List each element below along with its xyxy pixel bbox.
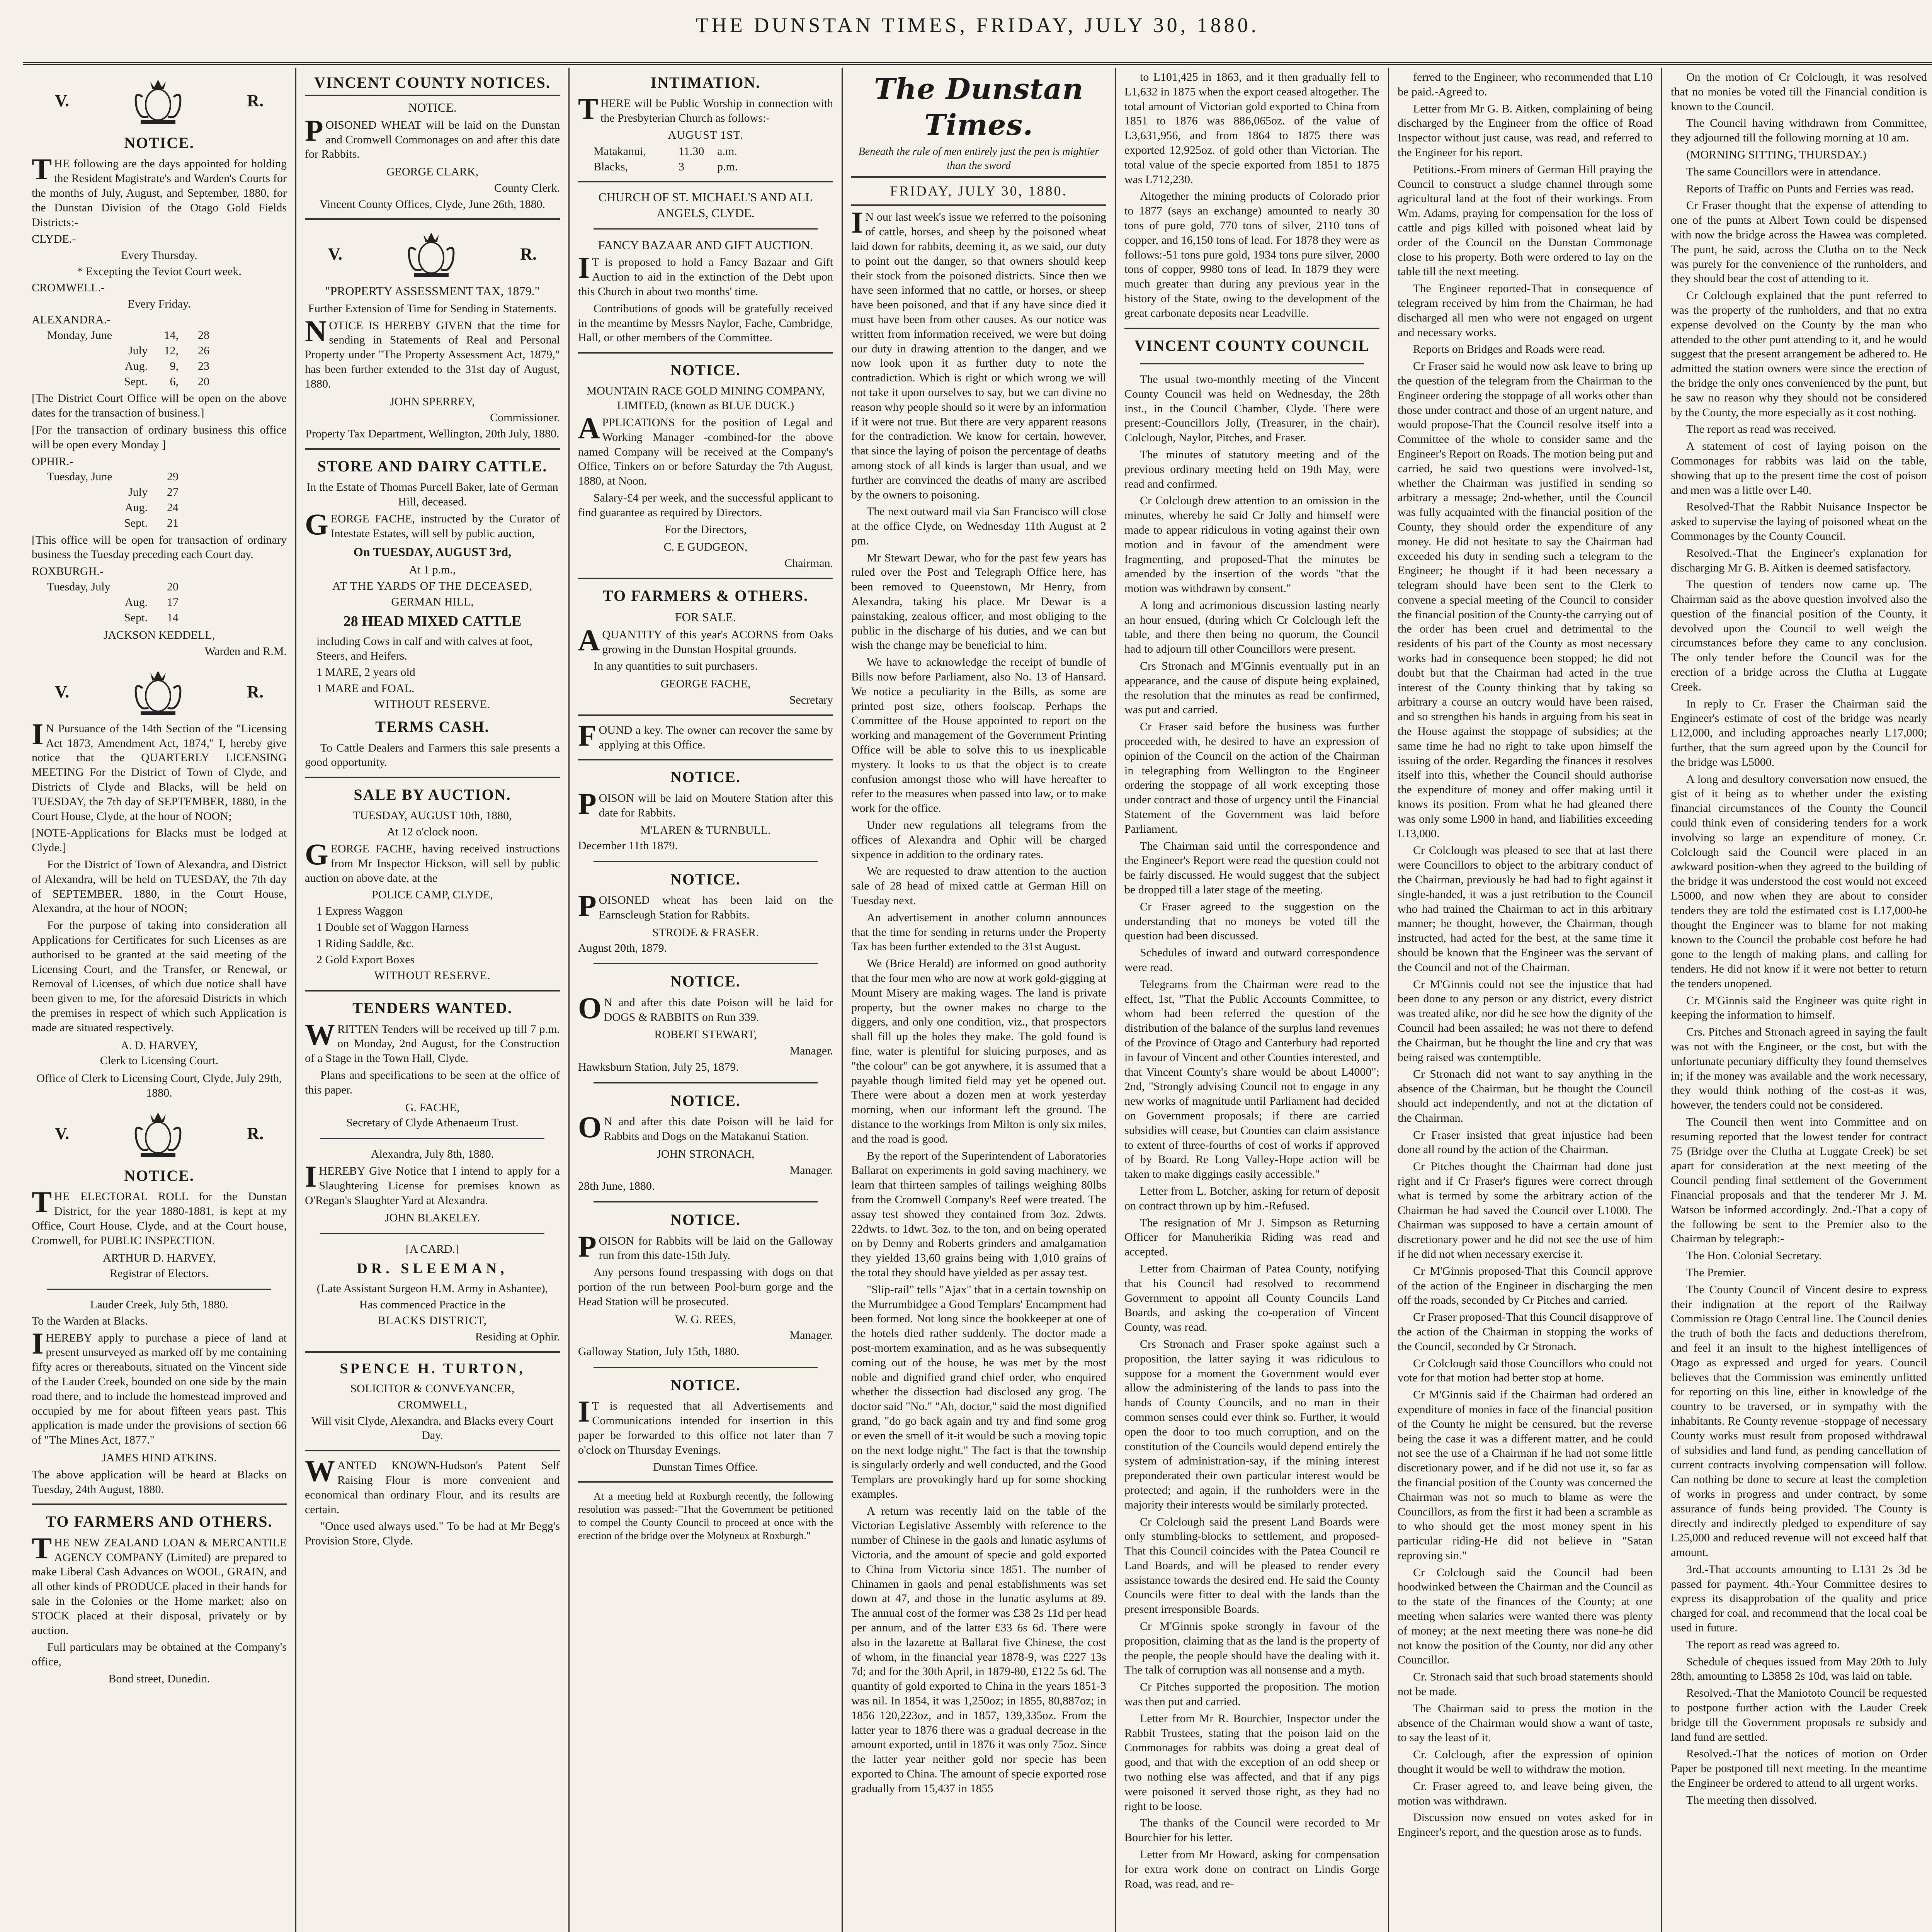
signature-date: Hawksburn Station, July 25, 1879. [578, 1061, 739, 1074]
auction-time: At 12 o'clock noon. [387, 825, 478, 838]
divider [594, 1082, 818, 1083]
paragraph: Altogether the mining products of Colorado prior to 1877 (says an exchange) amounted to nearly 30 tons of pure gold, 770 tons of silver, 2110 tons of copper, and 16,150 tons of lead. For 1878 they were as follows:-51 tons pure gold, 1934 tons pure silver, 2000 tons of copper, 9980 tons of lead. In 1879 they were much greater than during any previous year in the history of the State, owing to the development of the great carbonate deposits near Leadville. [1124, 190, 1379, 320]
licensing-note: [NOTE-Applications for Blacks must be lodged at Clyde.] [32, 827, 287, 854]
divider [32, 1503, 287, 1505]
licensing-notice: For the purpose of taking into consideration all Applications for Certificates for such Licenses as are authorised to be granted at the said meeting of the Licensing Court, and the Transfer, or Renewal, or Removal of Licenses, of which due notice shall have been given to me, for the aforesaid Districts in which the premises in respect of which such Application is made are situated respectively. [32, 919, 287, 1034]
hearing-note: The above application will be heard at Blacks on Tuesday, 24th August, 1880. [32, 1468, 287, 1496]
paragraph: Under new regulations all telegrams from the offices of Alexandra and Ophir will be charged sixpence in addition to the ordinary rates. [851, 819, 1106, 861]
signature-title: Secretary of Clyde Athenaeum Trust. [346, 1116, 519, 1129]
loan-agency-advert: Full particulars may be obtained at the Company's office, [32, 1641, 287, 1668]
paragraph: Cr. Stronach said that such broad statements should not be made. [1398, 1670, 1653, 1698]
paragraph: The meeting then dissolved. [1686, 1793, 1817, 1806]
mining-notice: Salary-£4 per week, and the successful applicant to find guarantee as required by Directors. [578, 492, 833, 519]
paragraph: Cr Fraser said he would now ask leave to bring up the question of the telegram from the Chairman to the Engineer ordering the stoppage of all works other than those under contract and those of an urgent nature, and would propose-That the Council resolve itself into a Committee of the whole to consider same and the Engineer's Report on Roads. The motion being put and carried, he said two questions were involved-1st, whether the Chairman was justified in sending so arbitrary a message; 2nd-whether, until the Council was fully acquainted with the financial position of the County, they should order the expenditure of any money. He did not hesitate to say the Chairman had exceeded his duty in sending such a telegram to the Engineer; he thought if it had been necessary a telegram should have been sent to the Clerk to convene a special meeting of the Council to consider the financial position of the County-the carrying out of the order has been cruel and detrimental to the residents of his part of the County as most necessary works had in consequence been stopped; he did not doubt but that the Chairman had acted in the true interest of the County thinking that by taking so arbitrary a course an outcry would have been raised, and so strengthen his hands in arguing from his seat in the House against the stoppage of subsidies; at the same time he had no right to take upon himself the issuing of the order. Regarding the finances it resolves itself into this, whether the Council should authorise the expenditure of money and offer making until it knows its position. From what he had gleaned there was only some L900 in hand, and liabilities exceeding L13,000. [1398, 360, 1653, 840]
divider [305, 1351, 560, 1353]
signature-title: Chairman. [784, 557, 833, 570]
paragraph: The report as read was agreed to. [1686, 1638, 1840, 1651]
paragraph: Crs Stronach and Fraser spoke against such a proposition, the latter saying it was ridiculous to suppose for a moment the Government would ever allow the administering of the lands to pass into the hands of County Councils, and no man in their common senses could ever think so. Further, it would open the door to too much corruption, and on the constitution of the Councils would depend entirely the system of administration-say, if the mining interest preponderated their own particular interest would be protected; and again, if the runholders were in the majority their interests would be similarly protected. [1124, 1337, 1379, 1511]
notice-subheading: Further Extension of Time for Sending in Statements. [308, 302, 557, 315]
notice-heading: NOTICE. [670, 973, 741, 990]
worship-row: Blacks, 3 p.m. [594, 160, 738, 173]
royal-arms [55, 74, 264, 128]
bazaar-notice: Contributions of goods will be gratefully received in the meantime by Messrs Naylor, Fache, Cambridge, Hall, or other members of the Committee. [578, 302, 833, 344]
worship-date: AUGUST 1ST. [668, 128, 743, 141]
issue-date: FRIDAY, JULY 30, 1880. [851, 176, 1106, 206]
advertising-notice: IT is requested that all Advertisements and Communications intended for insertion in this paper be forwarded to this office not later than 7 o'clock on Thursday Evenings. [578, 1395, 833, 1456]
signature-title: County Clerk. [494, 181, 560, 194]
dateline: Alexandra, July 8th, 1880. [371, 1148, 494, 1161]
paragraph: The Engineer reported-That in consequence of telegram received by him from the Chairman, he had discharged all men who were not engaged on urgent and necessary works. [1398, 282, 1653, 339]
solicitor-title: SOLICITOR & CONVEYANCER, [350, 1382, 515, 1395]
signature-name: W. G. REES, [675, 1313, 736, 1326]
auction-time: At 1 p.m., [409, 563, 456, 576]
paragraph: Telegrams from the Chairman were read to the effect, 1st, "That the Public Accounts Committee, to whom had been referred the question of the distribution of the balance of the surplus land revenues of the Province of Otago and Canterbury had reported in favour of Vincent and other Counties interested, and that Vincent County's share would be about L4000"; 2nd, "Strongly advising Council not to engage in any new works of magnitude until Parliament had decided on Government proposals; if there are carried subsidies will cease, but Counties can claim assistance to extent of three-fourths of cost of works if approved of by Board. Re Long Valley-Hope action will be taken to make diggings easily accessible." [1124, 978, 1379, 1181]
license-notice: IHEREBY Give Notice that I intend to apply for a Slaughtering License for premises known as O'Regan's Slaughter Yard at Alexandra. [305, 1160, 560, 1207]
ophir-heading: OPHIR.- [32, 455, 73, 468]
auction-place: AT THE YARDS OF THE DECEASED, [332, 579, 532, 592]
poison-notice: POISON will be laid on Moutere Station after this date for Rabbits. [578, 786, 833, 820]
estate-line: In the Estate of Thomas Purcell Baker, late of German Hill, deceased. [306, 481, 558, 509]
paragraph: Resolved.-That the Maniototo Council be requested to postpone further action with the Lauder Creek bridge till the Government proposals re subsidy and land fund are settled. [1671, 1687, 1927, 1743]
newspaper-motto: Beneath the rule of men entirely just the pen is mightier than the sword [858, 146, 1099, 172]
paragraph: The Chairman said to press the motion in the absence of the Chairman would show a want of taste, to say the least of it. [1398, 1702, 1653, 1744]
bazaar-notice: IT is proposed to hold a Fancy Bazaar and Gift Auction to aid in the extinction of the Debt upon this Church in about two months' time. [578, 251, 833, 298]
doctor-residence: Residing at Ophir. [475, 1330, 560, 1344]
divider [594, 228, 818, 230]
council-heading: VINCENT COUNTY COUNCIL [1134, 337, 1370, 354]
paragraph: We are requested to draw attention to the auction sale of 28 head of mixed cattle at German Hill on Tuesday next. [851, 865, 1106, 907]
paragraph: A long and acrimonious discussion lasting nearly an hour ensued, (during which Cr Colclough left the table, and there then being no quorum, the Council had to adjourn till other Councillors were present. [1124, 599, 1379, 656]
roxburgh-date-row: Tuesday, July 20 [47, 580, 179, 593]
roxburgh-resolution: At a meeting held at Roxburgh recently, the following resolution was passed:-"That the Government be petitioned to compel the County Council to proceed at once with the erection of the bridge over the Molyneux at Roxburgh." [578, 1490, 833, 1542]
licensing-notice: IN Pursuance of the 14th Section of the "Licensing Act 1873, Amendment Act, 1874," I, hereby give notice that the QUARTERLY LICENSING MEETING For the District of Town of Clyde, and Districts of Clyde and Blacks, will be held on TUESDAY, the 7th day of SEPTEMBER, 1880, in the Court House, Clyde, at the hour of NOON; [32, 717, 287, 823]
signature-date: December 11th 1879. [578, 839, 678, 852]
divider [578, 714, 833, 716]
poison-notice: POISON for Rabbits will be laid on the Galloway run from this date-15th July. [578, 1229, 833, 1263]
paragraph: A long and desultory conversation now ensued, the gist of it being as to whether under the existing financial circumstances of the County the Council could think even of considering tenders for a work involving so large an expenditure of money. Cr. Colclough said the Council were placed in an awkward position-when they agreed to the building of the bridge it was understood the cost would not exceed L5000, and now when they are about to consider tenders they are told the estimated cost is L17,000-he thought the Engineer was to blame for not making known to the Council the probable cost before he had gone to the length of making plans, and calling for tenders. He did not know if it were not better to return the tenders unopened. [1671, 772, 1927, 990]
paragraph: Cr Fraser insisted that great injustice had been done all round by the action of the Chairman. [1398, 1128, 1653, 1156]
notice-heading: NOTICE. [670, 1092, 741, 1109]
signature-name: STRODE & FRASER. [652, 926, 759, 939]
council-report [1671, 70, 1927, 1808]
paragraph: The thanks of the Council were recorded to Mr Bourchier for his letter. [1124, 1816, 1379, 1844]
doctor-credentials: (Late Assistant Surgeon H.M. Army in Ashantee), [316, 1282, 548, 1295]
paragraph: A statement of cost of laying poison on the Commonages for rabbits was laid on the table, showing that up to the present time the cost of poison and men was a little over L40. [1671, 440, 1927, 497]
signature-name: GEORGE FACHE, [660, 677, 751, 690]
poison-notice: ON and after this date Poison will be laid for Rabbits and Dogs on the Matakanui Station. [578, 1110, 833, 1144]
divider [305, 448, 560, 450]
signature-title: Clerk to Licensing Court. [100, 1054, 219, 1067]
clyde-heading: CLYDE.- [32, 233, 76, 246]
paragraph: Cr Colclough said the Council had been hoodwinked between the Chairman and the Council as to the state of the finances of the County; at one meeting when salaries were wanted there was plenty of money; at the next meeting there was none-he did not know the position of the County, nor did any other Councillor. [1398, 1566, 1653, 1667]
signature-title: Secretary [789, 693, 833, 706]
divider [305, 777, 560, 778]
column-3 [570, 68, 843, 1932]
royal-crest-icon [125, 665, 191, 719]
signature-name: JAMES HIND ATKINS. [102, 1451, 217, 1464]
column-4 [843, 68, 1116, 1932]
notice-heading: NOTICE. [124, 1167, 194, 1184]
paragraph: Cr Fraser proposed-That this Council disapprove of the action of the Chairman in stopping the works of the Council, seconded by Cr Stronach. [1398, 1311, 1653, 1353]
signature-name: M'LAREN & TURNBULL. [640, 824, 771, 837]
worship-row: Matakanui, 11.30 a.m. [594, 145, 737, 158]
addressee: To the Warden at Blacks. [32, 1314, 148, 1327]
doctor-district: BLACKS DISTRICT, [378, 1314, 487, 1327]
paragraph: Letter from Mr G. B. Aitken, complaining of being discharged by the Engineer from the office of Road Inspector without just cause, was read, and referred to the Engineer for his report. [1398, 102, 1653, 159]
divider [47, 1289, 271, 1290]
paragraph: Crs Stronach and M'Ginnis eventually put in an appearance, and the cause of dispute being explained, the resolution that the minutes as read be confirmed, was put and carried. [1124, 660, 1379, 716]
auction-lot: 1 MARE, 2 years old [316, 665, 415, 679]
signature-name: JOHN STRONACH, [656, 1147, 755, 1160]
paragraph: We (Brice Herald) are informed on good authority that the four men who are now at work gold-gigging at Mount Misery are making wages. The land is private property, but the owner makes no charge to the diggers, and only one condition, viz., that prospectors shall fill up the holes they make. The gold found is fine, water is plentiful for sluicing purposes, and as "the colour" can be got anywhere, it is assumed that a payable though limited field may yet be opened out. There were about a dozen men at work yesterday morning, when our informant left the ground. The distance to the workings from Milton is only six miles, and the road is good. [851, 957, 1106, 1145]
royal-arms: V. R. [55, 1107, 264, 1161]
section-heading: TENDERS WANTED. [352, 999, 512, 1017]
divider [594, 1201, 818, 1202]
ophir-date-row: July 27 [128, 486, 179, 499]
company-heading: MOUNTAIN RACE GOLD MINING COMPANY, LIMITED, (known as BLUE DUCK.) [586, 384, 825, 412]
paragraph: Reports of Traffic on Punts and Ferries was read. [1686, 182, 1914, 195]
without-reserve: WITHOUT RESERVE. [374, 698, 491, 711]
paragraph: Schedule of cheques issued from May 20th to July 28th, amounting to L3858 2s 10d, was laid on table. [1671, 1655, 1927, 1683]
paragraph: Resolved.-That the notices of motion on Order Paper be postponed till next meeting. In the meantime the Engineer be ordered to attend to all urgent works. [1671, 1747, 1927, 1790]
paragraph: Cr Fraser said before the business was further proceeded with, he desired to have an expression of opinion of the Council on the action of the Chairman in telegraphing from Wellington to the Engineer ordering the stoppage of all work excepting those under contract and those of urgency until the Financial Statement of the Government was laid before Parliament. [1124, 720, 1379, 835]
signature-name: JOHN BLAKELEY. [384, 1211, 480, 1225]
auction-lot: 28 HEAD MIXED CATTLE [343, 613, 522, 630]
divider [594, 861, 818, 862]
notice-heading: "PROPERTY ASSESSMENT TAX, 1879." [325, 284, 540, 298]
signature-title: Registrar of Electors. [110, 1267, 209, 1280]
paragraph: Cr Pitches thought the Chairman had done just right and if Cr Fraser's figures were correct through what is termed by some the arbitrary action of the Chairman he had saved the Council over L1000. The Chairman was supposed to have a certain amount of discretionary power and he did not see the use of him if he did not when necessary exercise it. [1398, 1160, 1653, 1260]
masthead [23, 4, 1932, 65]
paragraph: Letter from Mr R. Bourchier, Inspector under the Rabbit Trustees, stating that the poison laid on the Commonages for rabbits was doing a great deal of good, and that with the exception of an odd sheep or two nothing else was affected, and that if any pigs were poisoned it served those right, as they had no right to be loose. [1124, 1712, 1379, 1813]
notice-heading: NOTICE. [670, 361, 741, 379]
paragraph: The report as read was received. [1686, 423, 1837, 436]
divider [578, 1481, 833, 1483]
notice-heading: NOTICE. [408, 100, 457, 115]
alexandra-note: [The District Court Office will be open on the above dates for the transaction of business.] [32, 392, 287, 420]
signature-name: C. E GUDGEON, [663, 541, 748, 554]
paragraph: Resolved.-That the Engineer's explanation for discharging Mr G. B. Aitken is deemed satisfactory. [1671, 546, 1927, 574]
bazaar-heading: FANCY BAZAAR AND GIFT AUCTION. [598, 238, 813, 252]
column-5 [1116, 68, 1389, 1932]
clyde-note: * Excepting the Teviot Court week. [77, 265, 242, 278]
paragraph: Cr M'Ginnis proposed-That this Council approve of the action of the Engineer in discharging the men off the roads, seconded by Cr Pitches and carried. [1398, 1264, 1653, 1307]
signature-office: Vincent County Offices, Clyde, June 26th, 1880. [319, 197, 546, 211]
divider [305, 990, 560, 992]
paragraph: Cr Colclough drew attention to an omission in the minutes, whereby he said Cr Jolly and himself were made to appear ridiculous in voting against their own motion and in favour of the amendment were fragmenting, and proposed-That the minutes be amended by the insertion of the words "that the motion was withdrawn by consent." [1124, 494, 1379, 595]
newspaper-nameplate: The Dunstan Times. [874, 73, 1084, 142]
tenders-notice: WRITTEN Tenders will be received up till 7 p.m. on Monday, 2nd August, for the Construction of a Stage in the Town Hall, Clyde. [305, 1017, 560, 1065]
auction-notice: GEORGE FACHE, instructed by the Curator of Intestate Estates, will sell by public auction, [305, 507, 560, 541]
paragraph: Cr Colclough was pleased to see that at last there were Councillors to object to the arbitrary conduct of the Chairman, previously he had had to fight against it single-handed, it was a just retribution to the Council who had trained the Chairman to act in this arbitrary manner; he thought, however, the Chairman, though instructed, had acted for the best, at the same time it should be known that the Engineer was the servant of the Council and not of the Chairman. [1398, 844, 1653, 974]
auction-note: To Cattle Dealers and Farmers this sale presents a good opportunity. [305, 741, 560, 769]
signature-title: Manager. [789, 1329, 833, 1342]
paragraph: ferred to the Engineer, who recommended that L10 be paid.-Agreed to. [1398, 71, 1653, 98]
paragraph: Cr Colclough said the present Land Boards were only stumbling-blocks to settlement, and proposed-That this Council coincides with the Patea Council re Land Boards, and will be pleased to render every assistance towards the desired end. He said the County Councils were fitter to deal with the lands than the present irresponsible Boards. [1124, 1515, 1379, 1616]
paragraph: Petitions.-From miners of German Hill praying the Council to construct a sludge channel through some agricultural land at the foot of their workings. From Wm. Adams, praying for compensation for the loss of cattle and pigs killed with poisoned wheat laid by order of the Council on the Dunstan Commonage close to his property. Both were ordered to lay on the table till the next meeting. [1398, 163, 1653, 278]
auction-lot: 2 Gold Export Boxes [316, 953, 415, 966]
divider [305, 218, 560, 220]
signature-title: Warden and R.M. [204, 645, 287, 658]
paragraph: An advertisement in another column announces that the time for sending in returns under the Property Tax has been further extended to the 31st August. [851, 911, 1106, 953]
flour-advert: WANTED KNOWN-Hudson's Patent Self Raising Flour is more convenient and economical than ordinary Flour, and its results are certain. [305, 1454, 560, 1516]
signature-name: JACKSON KEDDELL, [103, 629, 215, 642]
poison-notice: Any persons found trespassing with dogs on that portion of the run between Pool-burn gorge and the Head Station will be prosecuted. [578, 1266, 833, 1308]
section-heading: INTIMATION. [650, 74, 761, 91]
section-heading: VINCENT COUNTY NOTICES. [305, 73, 560, 96]
poison-notice: POISONED WHEAT will be laid on the Dunstan and Cromwell Commonages on and after this date for Rabbits. [305, 113, 560, 161]
section-heading: TO FARMERS AND OTHERS. [46, 1513, 273, 1531]
property-tax-notice: NOTICE IS HEREBY GIVEN that the time for sending in Statements of Real and Personal Property under "The Property Assessment Act, 1879," has been further extended to the 31st day of August, 1880. [305, 314, 560, 390]
paragraph: The Hon. Colonial Secretary. [1686, 1249, 1822, 1262]
divider [578, 578, 833, 579]
paragraph: The County Council of Vincent desire to express their indignation at the report of the Railway Commission re Otago Central line. The Council denies the truth of both the facts and deductions therefrom, and feel it an insult to the highest intelligences of Otago as expressed and urged for years. Council believes that the Commission was eminently unfitted for reporting on this line, either in knowledge of the country to be traversed, or in sympathy with the inhabitants. Re County revenue -stoppage of necessary County works must result from proposed withdrawal of subsidies and land fund, as pending cancellation of current contracts involving compensation will follow. Can nothing be done to secure at least the completion of works in progress and under contract, by some assurance of funds being provided. The County is directly and indirectly pledged to expenditure of say L25,000 and reduced revenue will not exceed half that amount. [1671, 1283, 1927, 1559]
solicitor-name: SPENCE H. TURTON, [340, 1361, 525, 1377]
card-heading: [A CARD.] [405, 1243, 459, 1256]
paragraph: The resignation of Mr J. Simpson as Returning Officer for Manuherikia Riding was read and accepted. [1124, 1216, 1379, 1259]
acorns-advert: In any quantities to suit purchasers. [594, 660, 758, 673]
paragraph: The usual two-monthly meeting of the Vincent County Council was held on Wednesday, the 28th inst., in the Council Chamber, Clyde. There were present:-Councillors Jolly, (Treasurer, in the chair), Colclough, Naylor, Pitches, and Fraser. [1124, 372, 1379, 444]
notice-intro: THE following are the days appointed for holding the Resident Magistrate's and Warden's Courts for the months of July, August, and September, 1880, for the Dunstan Division of the Otago Gold Fields Districts:- [32, 152, 287, 229]
auction-date: TUESDAY, AUGUST 10th, 1880, [353, 809, 512, 822]
for-directors: For the Directors, [664, 523, 747, 536]
section-heading: STORE AND DAIRY CATTLE. [317, 457, 548, 475]
council-report [1124, 372, 1379, 1891]
notice-heading: NOTICE. [670, 1376, 741, 1394]
paragraph: Crs. Pitches and Stronach agreed in saying the fault was not with the Engineer, or the cost, but with the unfortunate pecuniary difficulty they found themselves in; if the money was available and the work necessary, they would think nothing of the cost-as it was, however, the tenders could not be considered. [1671, 1026, 1927, 1112]
auction-lot-desc: including Cows in calf and with calves at foot, Steers, and Heifers. [316, 635, 533, 662]
paragraph: The Chairman said until the correspondence and the Engineer's Report were read the question could not be fairly discussed. He would suggest that the subject be dropped till a later stage of the meeting. [1124, 839, 1379, 896]
signature-name: GEORGE CLARK, [386, 165, 479, 179]
alexandra-heading: ALEXANDRA.- [32, 313, 111, 327]
paragraph: We have to acknowledge the receipt of bundle of Bills now before Parliament, also No. 13 of Hansard. We notice a peculiarity in the Bills, as some are printed post size, others foolscap. Perhaps the Committee of the House appointed to report on the working and management of the Government Printing Office will be able to solve this to us inexplicable mystery. It looks to us that the object is to create confusion amongst those who will have hereafter to refer to the measures when passed into law, or to make work for the office. [851, 656, 1106, 815]
paragraph: By the report of the Superintendent of Laboratories Ballarat on experiments in gold saving machinery, we learn that thirteen samples of tailings weighing 80lbs from the Cromwell Company's Reef were treated. The assay test showed they contained from 3oz. 2dwts. 22dwts. to 1dwt. 3oz. to the ton, and on being operated on by Denny and Roberts grinders and amalgamation they yielded 13,60 grains being with 1,010 grains of the total they should have yielded as per assay test. [851, 1149, 1106, 1279]
signature-name: G. FACHE, [405, 1101, 460, 1114]
vr-right: R. [247, 91, 264, 111]
worship-notice: THERE will be Public Worship in connection with the Presbyterian Church as follows:- [578, 92, 833, 126]
roxburgh-date-row: Aug. 17 [124, 595, 179, 609]
auction-lot: 1 Riding Saddle, &c. [316, 937, 414, 950]
paragraph: Schedules of inward and outward correspondence were read. [1124, 946, 1379, 974]
paragraph: Cr Pitches supported the proposition. The motion was then put and carried. [1124, 1680, 1379, 1708]
royal-crest-icon [125, 74, 191, 128]
office-name: Dunstan Times Office. [653, 1460, 758, 1473]
paragraph: The Council then went into Committee and on resuming reported that the lowest tender for contract 75 (Bridge over the Clutha at Luggate Creek) be set apart for consideration at the next meeting of the Council pending final settlement of the Government Financial proposals and that the tenderer Mr J. M. Watson be informed accordingly. 2nd.-That a copy of the following be sent to the Premier also to the Chairman by telegraph:- [1671, 1115, 1927, 1245]
paragraph: The Council having withdrawn from Committee, they adjourned till the following morning at 10 am. [1671, 117, 1927, 145]
for-sale-heading: FOR SALE. [675, 610, 736, 624]
signature-office: Office of Clerk to Licensing Court, Clyde, July 29th, 1880. [36, 1072, 282, 1100]
divider [594, 963, 818, 964]
auction-notice: GEORGE FACHE, having received instructions from Mr Inspector Hickson, will sell by public auction on above date, at the [305, 837, 560, 884]
section-heading: SALE BY AUCTION. [354, 786, 511, 804]
paragraph: Letter from Mr Howard, asking for compensation for extra work done on contract on Lindis Gorge Road, was read, and re- [1124, 1848, 1379, 1890]
signature-name: ROBERT STEWART, [654, 1028, 757, 1041]
roxburgh-date-row: Sept. 14 [124, 611, 179, 624]
signature-title: Manager. [789, 1163, 833, 1177]
auction-place: GERMAN HILL, [391, 595, 474, 609]
cromwell-line: Every Friday. [128, 297, 191, 310]
editorial-body [851, 206, 1106, 1796]
paragraph: Discussion now ensued on votes asked for in Engineer's report, and the question arose as to funds. [1398, 1811, 1653, 1839]
columns [23, 68, 1932, 1932]
paragraph: The Premier. [1686, 1266, 1746, 1279]
column-6 [1389, 68, 1662, 1932]
auction-date: On TUESDAY, AUGUST 3rd, [353, 544, 512, 559]
roxburgh-heading: ROXBURGH.- [32, 565, 104, 578]
royal-arms: V. R. [328, 227, 537, 281]
electoral-notice: THE ELECTORAL ROLL for the Dunstan District, for the year 1880-1881, is kept at my Office, Court House, Clyde, and at the Court house, Cromwell, for PUBLIC INSPECTION. [32, 1185, 287, 1247]
ophir-date-row: Tuesday, June 29 [47, 470, 179, 483]
paragraph: Cr Colclough said those Councillors who could not vote for that motion had better stop at home. [1398, 1357, 1653, 1384]
paragraph: Cr Stronach did not want to say anything in the absence of the Chairman, but he thought the Council should act independently, and not at the dictation of the Chairman. [1398, 1068, 1653, 1124]
clyde-line: Every Thursday. [121, 249, 197, 262]
masthead-title: THE DUNSTAN TIMES, FRIDAY, JULY 30, 1880. [696, 14, 1260, 37]
paragraph: Cr. Colclough, after the expression of opinion thought it would be well to withdraw the motion. [1398, 1748, 1653, 1776]
solicitor-text: Will visit Clyde, Alexandra, and Blacks every Court Day. [311, 1414, 554, 1442]
paragraph: Reports on Bridges and Roads were read. [1413, 343, 1605, 356]
paragraph: The next outward mail via San Francisco will close at the office Clyde, on Wednesday 11th August at 2 pm. [851, 505, 1106, 547]
auction-lot: 1 Double set of Waggon Harness [316, 921, 469, 934]
doctor-text: Has commenced Practice in the [359, 1298, 506, 1311]
licensing-notice: For the District of Town of Alexandra, and District of Alexandra, will be held on TUESDAY, the 7th day of SEPTEMBER, 1880, in the Court House, Alexandra, at the hour of NOON; [32, 858, 287, 915]
vr-left: V. [55, 91, 70, 111]
signature-name: JOHN SPERREY, [390, 395, 475, 408]
divider [578, 759, 833, 760]
paragraph: In reply to Cr. Fraser the Chairman said the Engineer's estimate of cost of the bridge was nearly L12,000, and including approaches nearly L17,000; further, that the sum agreed upon by the Council for the bridge was L5000. [1671, 697, 1927, 769]
column-7 [1662, 68, 1932, 1932]
paragraph: "Slip-rail" tells "Ajax" that in a certain township on the Murrumbidgee a Good Templars' Encampment had been formed. Not long since the bookkeeper at one of the hotels died rather suddenly. The doctor made a post-mortem examination, and as he was subsequently coming out of the house, he was met by the most noble and dignified grand chief order, who enquired whether the dissection had disclosed any grog. The doctor said "No." "Ah, doctor," said the most dignified grand, "do go back again and try and find some grog or even the smell of it-it would be such a moving topic on the next lodge night." The fact is that the township is singularly orderly and well conducted, and the Good Templars are provokingly hard up for some shocking examples. [851, 1283, 1106, 1500]
section-heading: TERMS CASH. [375, 718, 490, 736]
auction-lot: 1 Express Waggon [316, 905, 403, 918]
column-2 [296, 68, 570, 1932]
signature-name: ARTHUR D. HARVEY, [103, 1252, 216, 1265]
council-report [1398, 70, 1653, 1840]
paragraph: 3rd.-That accounts amounting to L131 2s 3d be passed for payment. 4th.-Your Committee desires to express its disapprobation of the quality and price charged for coal, and recommend that the local coal be used in future. [1671, 1563, 1927, 1634]
paragraph: IN our last week's issue we referred to the poisoning of cattle, horses, and sheep by the poisoned wheat laid down for rabbits, deeming it, as we said, our duty to point out the danger, so that owners should keep their stock from the poisoned districts. Since then we have seen informed that no cattle, or horses, or sheep have been poisoned, and that if any have since died it must have been from other causes. As our notice was written from information received, we were but doing our duty in drawing attention to the danger, and we now look upon it as further duty to note the contradiction. Which is right or which wrong we will not take it upon ourselves to say, but we can divine no reason why people should so it were by an information if it were not true. But there are very apparent reasons for the contradiction. We know for certain, however, that since the laying of poison the percentage of deaths among stock of all kinds is larger than usual, and we further are convinced the deaths of many are ascribed by the owners to poisoning. [851, 206, 1106, 501]
royal-crest-icon [125, 1107, 191, 1161]
loan-agency-advert: THE NEW ZEALAND LOAN & MERCANTILE AGENCY COMPANY (Limited) are prepared to make Liberal Cash Advances on WOOL, GRAIN, and all other kinds of PRODUCE placed in their hands for sale in the Colonies or the Home market; also on STOCK placed at their disposal, privately or by auction. [32, 1531, 287, 1637]
alexandra-date-row: Aug. 9, 23 [124, 359, 209, 372]
address: Bond street, Dunedin. [108, 1672, 210, 1685]
divider [1140, 363, 1364, 364]
paragraph: Cr M'Ginnis spoke strongly in favour of the proposition, claiming that as the land is the property of the people, the people should have the dealing with it. The talk of corruption was all nonsense and a myth. [1124, 1620, 1379, 1677]
notice-heading: NOTICE. [670, 1211, 741, 1229]
divider [578, 352, 833, 354]
alexandra-date-row: July 12, 26 [128, 344, 209, 357]
paragraph: Letter from Chairman of Patea County, notifying that his Council had resolved to recommend Government to appoint all County Councils Land Boards, and asking the co-operation of Vincent County, was read. [1124, 1262, 1379, 1334]
royal-arms: V. R. [55, 665, 264, 719]
notice-heading: NOTICE. [670, 768, 741, 786]
notice-heading: NOTICE. [124, 134, 194, 151]
paragraph: The minutes of statutory meeting and of the previous ordinary meeting held on 19th May, were read and confirmed. [1124, 448, 1379, 490]
signature-title: Commissioner. [490, 411, 560, 424]
signature-title: Manager. [789, 1044, 833, 1058]
solicitor-town: CROMWELL, [398, 1398, 467, 1411]
paragraph: Cr. Fraser agreed to, and leave being given, the motion was withdrawn. [1398, 1779, 1653, 1807]
divider [320, 1233, 544, 1234]
dateline: Lauder Creek, July 5th, 1880. [90, 1298, 228, 1311]
article-body [1124, 70, 1379, 321]
found-notice: FOUND a key. The owner can recover the same by applying at this Office. [578, 718, 833, 752]
signature-date: August 20th, 1879. [578, 941, 667, 954]
divider [594, 1367, 818, 1368]
paragraph: Cr Colclough explained that the punt referred to was the property of the runholders, and that no extra expense devolved on the County by the man who attended to the other punt attending to it, and he would suggest that the present arrangement be adhered to. He admitted the station owners were since the erection of the bridge the only ones convenienced by the punt, but he saw no reason why they should not be considered by the County, the more especially as it cost nothing. [1671, 289, 1927, 419]
signature-name: A. D. HARVEY, [121, 1039, 198, 1052]
paragraph: (MORNING SITTING, THURSDAY.) [1686, 148, 1867, 161]
alexandra-date-row: Monday, June 14, 28 [47, 329, 209, 342]
paragraph: On the motion of Cr Colclough, it was resolved that no monies be voted till the Financial condition is known to the Council. [1671, 71, 1927, 113]
paragraph: Letter from L. Botcher, asking for return of deposit on contract thrown up by him.-Refused. [1124, 1184, 1379, 1212]
land-application: IHEREBY apply to purchase a piece of land at present unsurveyed as marked off by me containing fifty acres or thereabouts, situated on the Vincent side of the Lauder Creek, bounded on one side by the main road there, and to include the homestead improved and occupied by me for about fifteen years past. This application is made under the provisions of section 66 of "The Mines Act, 1877." [32, 1326, 287, 1447]
divider [320, 1138, 544, 1139]
auction-place: POLICE CAMP, CLYDE, [372, 888, 493, 901]
flour-advert: "Once used always used." To be had at Mr Begg's Provision Store, Clyde. [305, 1520, 560, 1548]
ophir-date-row: Sept. 21 [124, 516, 179, 529]
section-heading: TO FARMERS & OTHERS. [603, 587, 808, 605]
alexandra-date-row: Sept. 6, 20 [124, 375, 209, 388]
paragraph: Cr M'Ginnis could not see the injustice that had been done to any person or any district, every district was treated alike, nor did he see how the dignity of the Council had been assailed; he was not there to defend the Chairman, but he thought the line and cry that was being raised was contemptible. [1398, 978, 1653, 1064]
paragraph: Cr. M'Ginnis said the Engineer was quite right in keeping the information to himself. [1671, 994, 1927, 1022]
ophir-date-row: Aug. 24 [124, 501, 179, 514]
doctor-name: DR. SLEEMAN, [357, 1260, 508, 1277]
paragraph: A return was recently laid on the table of the Victorian Legislative Assembly with reference to the number of Chinese in the gaols and lunatic asylums of Victoria, and the amount of specie and gold exported to China from Victoria since 1851. The number of Chinamen in gaols and penal establishments was set down at 47, and those in the lunatic asylums at 89. The annual cost of the former was £38 2s 11d per head per annum, and of the latter £33 6s 6d. There were also in the lazarette at Ballarat five Chinese, the cost of whom, in the financial year 1878-9, was £227 13s 7d; and for the 30th April, in 1879-80, £122 5s 6d. The quantity of gold exported to China in the years 1851-3 was nil. In 1854, it was 1,250oz; in 1855, 80,887oz; in 1856 120,223oz, and in 1857, 139,335oz. From the latter year to 1876 there was a gradual decrease in the amount exported, until in 1876 it was only 75oz. Since the latter year neither gold nor specie has been exported to China. The amount of specie exported rose gradually from 15,437 in 1855 [851, 1504, 1106, 1795]
divider [305, 1450, 560, 1451]
paragraph: Mr Stewart Dewar, who for the past few years has ruled over the Post and Telegraph Office here, has been removed to Queenstown, Mr Henry, from Alexandra, taking his place. Mr Dewar is a painstaking, zealous officer, and most obliging to the public in the discharge of his duties, and we can but wish the change may be beneficial to him. [851, 551, 1106, 652]
paragraph: to L101,425 in 1863, and it then gradually fell to L1,632 in 1875 when the export ceased altogether. The total amount of Victorian gold exported to China from 1851 to 1876 was 886,065oz. of the value of L3,631,956, and from 1864 to 1875 there was exported 12,925oz. of gold other than Victorian. The total value of the specie exported from 1851 to 1875 was L712,230. [1124, 71, 1379, 186]
paragraph: The same Councillors were in attendance. [1686, 165, 1881, 178]
alexandra-note: [For the transaction of ordinary business this office will be open every Monday ] [32, 423, 287, 451]
column-1 [23, 68, 296, 1932]
mining-notice: APPLICATIONS for the position of Legal and Working Manager -combined-for the above named Company will be received at the Company's Office, Tinkers on or before Saturday the 7th August, 1880, at Noon. [578, 411, 833, 488]
without-reserve: WITHOUT RESERVE. [374, 969, 491, 982]
ophir-note: [This office will be open for transaction of ordinary business the Tuesday preceding each Court day. [32, 533, 287, 561]
divider [1124, 328, 1379, 329]
signature-date: 28th June, 1880. [578, 1180, 655, 1193]
church-heading: CHURCH OF ST. MICHAEL'S AND ALL ANGELS, CLYDE. [598, 190, 813, 220]
poison-notice: ON and after this date Poison will be laid for DOGS & RABBITS on Run 339. [578, 991, 833, 1025]
acorns-advert: AQUANTITY of this year's ACORNS from Oaks growing in the Dunstan Hospital grounds. [578, 623, 833, 657]
paragraph: Cr Fraser thought that the expense of attending to one of the punts at Albert Town could be dispensed with now the bridge across the Hawea was completed. The punt, he said, across the Clutha on to the Neck was purely for the convenience of the runholders, and they should bear the cost of attending to it. [1671, 199, 1927, 285]
signature-date: Galloway Station, July 15th, 1880. [578, 1345, 740, 1358]
paragraph: Cr Fraser agreed to the suggestion on the understanding that no moneys be voted till the question had been discussed. [1124, 900, 1379, 942]
auction-lot: 1 MARE and FOAL. [316, 682, 415, 695]
signature-office: Property Tax Department, Wellington, 20th July, 1880. [305, 427, 560, 440]
cromwell-heading: CROMWELL.- [32, 281, 105, 294]
divider [578, 181, 833, 182]
tenders-notice: Plans and specifications to be seen at the office of this paper. [305, 1069, 560, 1096]
royal-crest-icon [398, 227, 464, 281]
paragraph: The question of tenders now came up. The Chairman said as the above question involved also the question of the financial position of the County, it devolved upon the Council to well weigh the circumstances before they came to any conclusion. The only tender before the Council was for the erection of a bridge across the Clutha at Luggate Creek. [1671, 578, 1927, 693]
poison-notice: POISONED wheat has been laid on the Earnscleugh Station for Rabbits. [578, 889, 833, 923]
paragraph: Resolved-That the Rabbit Nuisance Inspector be asked to supervise the laying of poisoned wheat on the Commonages by the County Council. [1671, 500, 1927, 543]
paragraph: Cr M'Ginnis said if the Chairman had ordered an expenditure of monies in face of the financial position of the County he might be censured, but the reverse being the case it was a different matter, and he could not see the use of a Chairman if he had not some little discretionary power, and if he did not use it, so far as the financial position of the County was concerned the Chairman was not so much to blame as were the Councillors, as from the first it had been a scramble as to who should get the most money spent in his particular riding-He did not believe in "Satan reproving sin." [1398, 1388, 1653, 1562]
notice-heading: NOTICE. [670, 870, 741, 888]
